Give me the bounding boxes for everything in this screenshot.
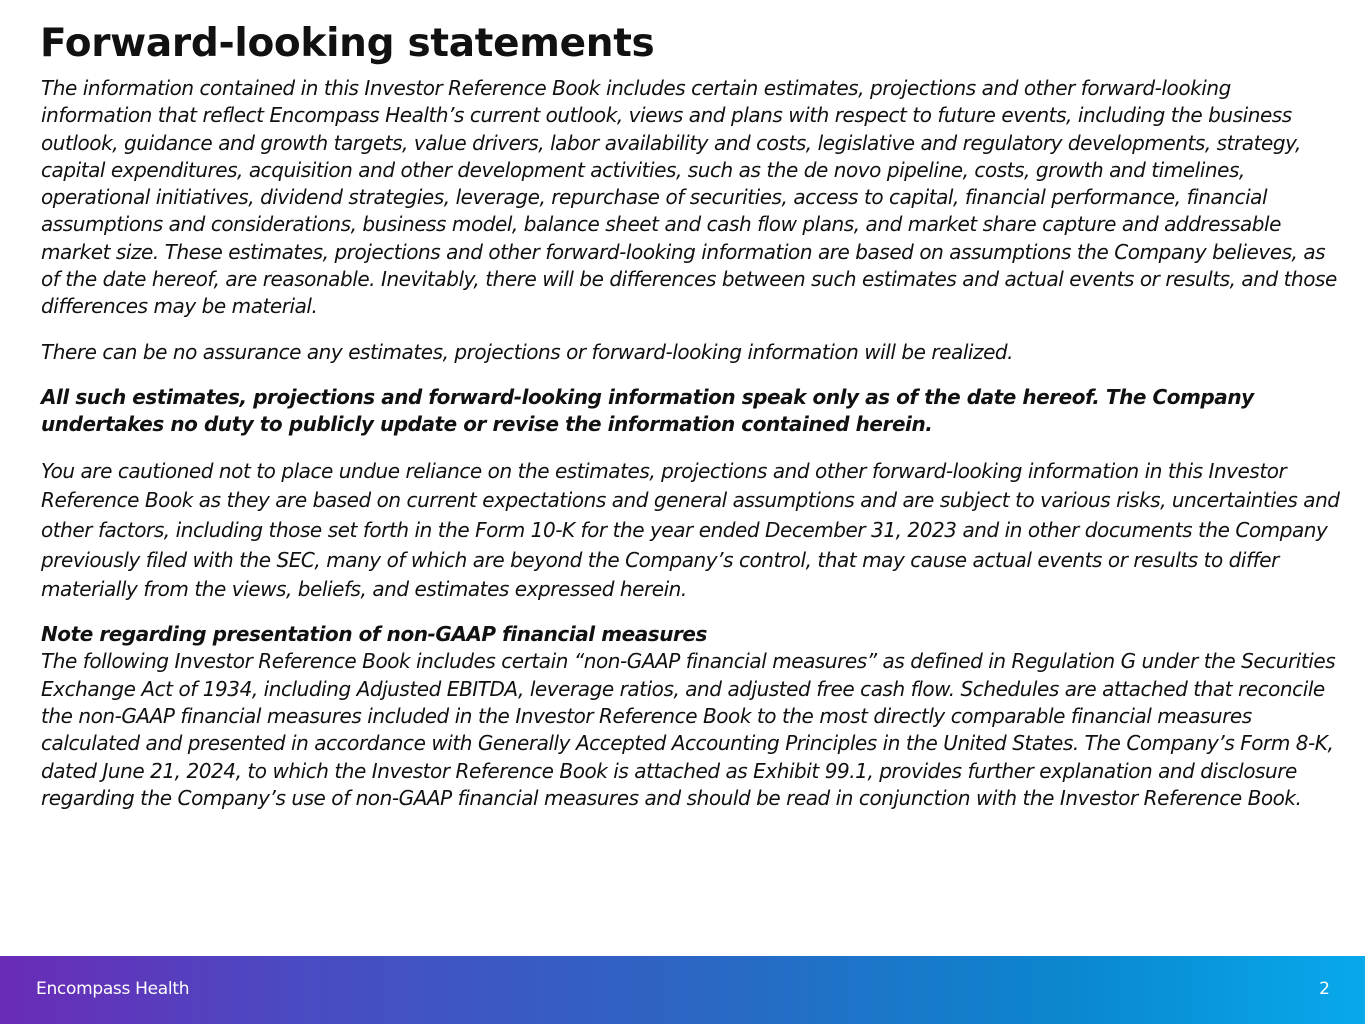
footer-bar <box>0 956 1365 1024</box>
non-gaap-note-body: The following Investor Reference Book includes certain “non-GAAP financial measures” as defined in Regulation G under the Securities Exchange Act of 1934, including Adjusted EBITDA, leverage ratios, and adjusted free cash flow. Schedules are attached that reconcile the non-GAAP financial measures included in the Investor Reference Book to the most directly comparable financial measures calculated and presented in accordance with Generally Accepted Accounting Principles in the United States. The Company’s Form 8-K, dated June 21, 2024, to which the Investor Reference Book is attached as Exhibit 99.1, provides further explanation and disclosure regarding the Company’s use of non-GAAP financial measures and should be read in conjunction with the Investor Reference Book. <box>41 649 1336 810</box>
footer-brand-name: Encompass Health <box>36 979 190 999</box>
date-hereof-paragraph: All such estimates, projections and forward-looking information speak only as of the date hereof. The Company undertakes no duty to publicly update or revise the information contained herein. <box>41 384 1254 437</box>
non-gaap-note <box>41 621 1341 812</box>
forward-looking-disclaimer-paragraph: The information contained in this Investor Reference Book includes certain estimates, projections and other forward-looking information that reflect Encompass Health’s current outlook, views and plans with respect to future events, including the business outlook, guidance and growth targets, value drivers, labor availability and costs, legislative and regulatory developments, strategy, capital expenditures, acquisition and other development activities, such as the de novo pipeline, costs, growth and timelines, operational initiatives, dividend strategies, leverage, repurchase of securities, access to capital, financial performance, financial assumptions and considerations, business model, balance sheet and cash flow plans, and market share capture and addressable market size. These estimates, projections and other forward-looking information are based on assumptions the Company believes, as of the date hereof, are reasonable. Inevitably, there will be differences between such estimates and actual events or results, and those differences may be material. <box>41 76 1337 319</box>
page-number: 2 <box>1319 979 1330 999</box>
non-gaap-note-heading: Note regarding presentation of non-GAAP financial measures <box>41 622 707 647</box>
document-body <box>41 75 1341 812</box>
undue-reliance-paragraph: You are cautioned not to place undue reliance on the estimates, projections and other forward-looking information in this Investor Reference Book as they are based on current expectations and general assumptions and are subject to various risks, uncertainties and other factors, including those set forth in the Form 10-K for the year ended December 31, 2023 and in other documents the Company previously filed with the SEC, many of which are beyond the Company’s control, that may cause actual events or results to differ materially from the views, beliefs, and estimates expressed herein. <box>41 458 1340 602</box>
page-title: Forward-looking statements <box>40 21 655 66</box>
no-assurance-paragraph: There can be no assurance any estimates, projections or forward-looking information will be realized. <box>41 339 1014 364</box>
